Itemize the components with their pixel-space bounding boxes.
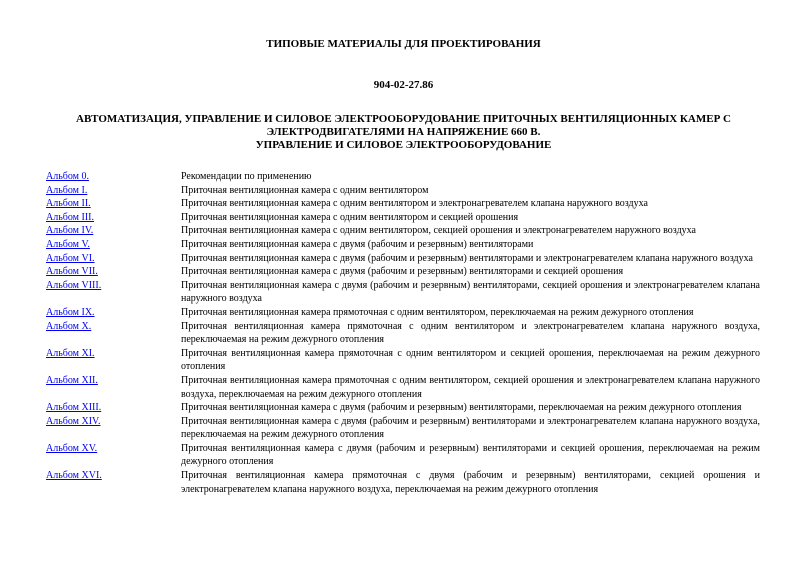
album-description: Приточная вентиляционная камера прямоточная с одним вентилятором и электронагревателем клапана наружного воздуха, переключаемая на режим дежурного отопления [181,320,760,346]
album-list [46,170,760,496]
list-item [46,197,760,211]
list-item [46,320,760,347]
list-item [46,401,760,415]
list-item [46,265,760,279]
document-code: 904-02-27.86 [373,79,434,91]
album-link[interactable]: Альбом V. [46,238,90,250]
title-line-2: ЭЛЕКТРОДВИГАТЕЛЯМИ НА НАПРЯЖЕНИЕ 660 В. [266,126,541,138]
album-link[interactable]: Альбом IX. [46,306,95,318]
album-link[interactable]: Альбом XIII. [46,402,102,414]
album-link[interactable]: Альбом II. [46,198,91,210]
series-heading: ТИПОВЫЕ МАТЕРИАЛЫ ДЛЯ ПРОЕКТИРОВАНИЯ [266,38,541,50]
album-link[interactable]: Альбом I. [46,184,88,196]
list-item [46,347,760,374]
album-description: Приточная вентиляционная камера прямоточная с одним вентилятором, переключаемая на режим дежурного отопления [181,306,694,318]
document-title [0,113,807,152]
title-line-3: УПРАВЛЕНИЕ И СИЛОВОЕ ЭЛЕКТРООБОРУДОВАНИЕ [255,139,552,151]
list-item [46,252,760,266]
list-item [46,415,760,442]
album-link[interactable]: Альбом XII. [46,374,98,386]
album-description: Приточная вентиляционная камера с двумя (рабочим и резервным) вентиляторами [181,238,534,250]
list-item [46,238,760,252]
album-description: Приточная вентиляционная камера с одним вентилятором [181,184,429,196]
album-description: Приточная вентиляционная камера с одним вентилятором и секцией орошения [181,211,519,223]
list-item [46,469,760,496]
album-description: Приточная вентиляционная камера с двумя (рабочим и резервным) вентиляторами и электронагревателем клапана наружного воздуха, переключаемая на режим дежурного отопления [181,415,760,441]
album-description: Приточная вентиляционная камера с двумя (рабочим и резервным) вентиляторами и электронагревателем клапана наружного воздуха [181,252,753,264]
album-link[interactable]: Альбом 0. [46,171,89,182]
album-link[interactable]: Альбом VI. [46,252,95,264]
album-link[interactable]: Альбом VII. [46,266,98,278]
album-link[interactable]: Альбом XI. [46,347,95,359]
list-item [46,184,760,198]
album-link[interactable]: Альбом XVI. [46,470,102,482]
album-link[interactable]: Альбом VIII. [46,279,102,291]
album-description: Приточная вентиляционная камера с двумя (рабочим и резервным) вентиляторами, переключаемая на режим дежурного отопления [181,402,742,414]
album-link[interactable]: Альбом IV. [46,225,94,237]
album-description: Приточная вентиляционная камера прямоточная с двумя (рабочим и резервным) вентиляторами, секцией орошения и электронагревателем клапана наружного воздуха, переключаемая на режим дежурного отопления [181,470,760,495]
album-description: Приточная вентиляционная камера с двумя (рабочим и резервным) вентиляторами и секцией орошения, переключаемая на режим дежурного отопления [181,442,760,468]
list-item [46,170,760,184]
list-item [46,442,760,469]
album-description: Приточная вентиляционная камера с двумя (рабочим и резервным) вентиляторами, секцией орошения и электронагревателем клапана наружного воздуха [181,279,760,305]
album-description: Приточная вентиляционная камера прямоточная с одним вентилятором и секцией орошения, переключаемая на режим дежурного отопления [181,347,760,373]
album-description: Рекомендации по применению [181,171,312,182]
album-description: Приточная вентиляционная камера прямоточная с одним вентилятором, секцией орошения и электронагревателем клапана наружного воздуха, переключаемая на режим дежурного отопления [181,374,760,400]
album-link[interactable]: Альбом XIV. [46,415,101,427]
list-item [46,306,760,320]
title-line-1: АВТОМАТИЗАЦИЯ, УПРАВЛЕНИЕ И СИЛОВОЕ ЭЛЕКТРООБОРУДОВАНИЕ ПРИТОЧНЫХ ВЕНТИЛЯЦИОННЫХ КАМЕР С [76,113,731,125]
album-description: Приточная вентиляционная камера с одним вентилятором и электронагревателем клапана наружного воздуха [181,198,648,210]
list-item [46,374,760,401]
album-description: Приточная вентиляционная камера с двумя (рабочим и резервным) вентиляторами и секцией орошения [181,266,624,278]
album-description: Приточная вентиляционная камера с одним вентилятором, секцией орошения и электронагревателем наружного воздуха [181,225,696,237]
list-item [46,224,760,238]
list-item [46,279,760,306]
album-link[interactable]: Альбом X. [46,320,92,332]
album-link[interactable]: Альбом III. [46,211,94,223]
album-link[interactable]: Альбом XV. [46,442,98,454]
list-item [46,211,760,225]
